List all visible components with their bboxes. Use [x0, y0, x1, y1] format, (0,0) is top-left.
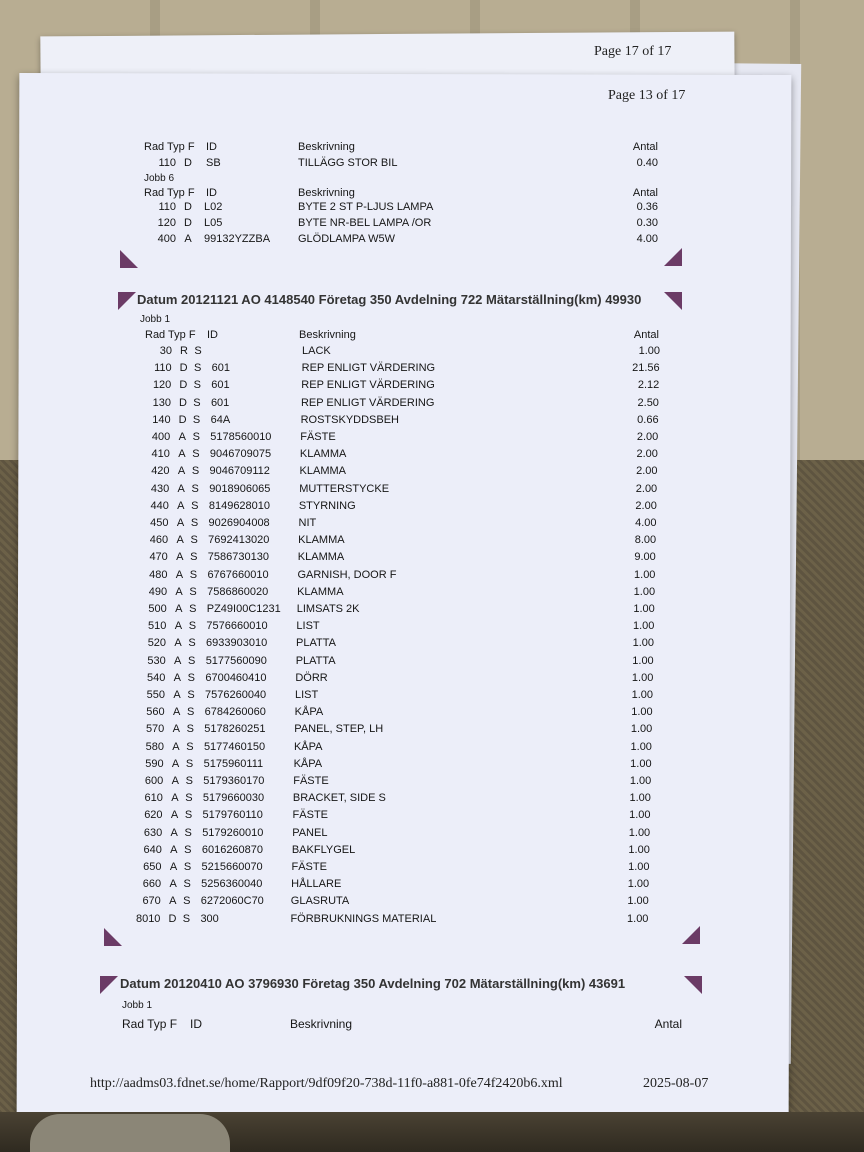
cell-antal: 1.00	[628, 843, 650, 856]
cell-f: S	[191, 499, 199, 512]
cell-f: S	[191, 465, 200, 478]
cell-beskrivning: LIST	[295, 689, 319, 701]
cell-f: S	[189, 585, 197, 598]
table-row	[149, 499, 729, 513]
cell-antal: 1.00	[629, 792, 651, 805]
cell-id: 7576660010	[206, 620, 268, 633]
cell-beskrivning: ROSTSKYDDSBEH	[300, 413, 400, 426]
cell-antal: 0.36	[636, 201, 658, 213]
cell-f: S	[184, 843, 192, 856]
cell-antal: 1.00	[629, 809, 651, 822]
cell-id: 7692413020	[208, 534, 270, 547]
cell-f: S	[183, 861, 192, 873]
cell-id: 9046709075	[209, 448, 272, 461]
cell-rad: 410	[151, 448, 170, 461]
cell-rad: 440	[150, 499, 169, 512]
cell-antal: 1.00	[631, 671, 654, 684]
cell-beskrivning: GLÖDLAMPA W5W	[298, 233, 395, 245]
cell-rad: 600	[144, 775, 164, 787]
cell-rad: 550	[146, 689, 165, 701]
cell-antal: 0.30	[636, 217, 658, 229]
cell-antal: 1.00	[629, 775, 652, 787]
cell-rad: 120	[157, 217, 176, 229]
cell-antal: 1.00	[630, 723, 653, 736]
cell-rad: 420	[151, 465, 170, 478]
cell-typ: D	[184, 157, 192, 169]
front-page-number: Page 13 of 17	[608, 88, 686, 103]
cell-rad: 570	[145, 723, 165, 736]
jobb-label: Jobb 1	[140, 314, 171, 325]
cell-beskrivning: NIT	[298, 517, 317, 529]
cell-id: 6767660010	[207, 568, 269, 581]
cell-antal: 1.00	[627, 878, 650, 891]
header-antal: Antal	[633, 329, 659, 341]
cell-antal: 0.40	[636, 157, 658, 169]
table-row	[145, 705, 725, 719]
table-row	[143, 774, 723, 788]
cell-antal: 2.00	[636, 431, 659, 443]
cell-rad: 400	[151, 431, 171, 443]
cell-rad: 8010	[135, 912, 161, 925]
table-row	[149, 482, 729, 496]
table-row	[151, 413, 731, 427]
cell-antal: 1.00	[634, 568, 656, 581]
cell-beskrivning: FÄSTE	[300, 431, 336, 443]
cell-beskrivning: KLAMMA	[299, 465, 347, 478]
cell-beskrivning: GLASRUTA	[290, 895, 350, 908]
cell-f: S	[183, 878, 191, 891]
header-rad-typ-f: Rad Typ F	[144, 187, 195, 199]
cell-id: 6016260870	[201, 843, 264, 856]
cell-id: 7576260040	[205, 689, 267, 701]
cell-antal: 1.00	[638, 345, 660, 357]
cell-antal: 1.00	[632, 654, 654, 667]
cell-beskrivning: STYRNING	[298, 499, 356, 512]
cell-id: 8149628010	[208, 499, 271, 512]
table-row	[152, 344, 732, 358]
cell-antal: 0.66	[637, 413, 659, 426]
header-id: ID	[207, 329, 218, 341]
cell-beskrivning: KLAMMA	[298, 534, 345, 547]
cell-f: S	[191, 482, 199, 495]
cell-rad: 610	[144, 792, 163, 805]
footer-date: 2025-08-07	[643, 1076, 709, 1091]
cell-antal: 8.00	[634, 534, 657, 547]
cell-beskrivning: PLATTA	[295, 654, 336, 667]
cell-typ: A	[170, 826, 178, 839]
cell-beskrivning: KÅPA	[293, 740, 323, 753]
cell-antal: 1.00	[633, 603, 655, 615]
cell-id: 6933903010	[206, 637, 268, 650]
cell-beskrivning: LIMSATS 2K	[296, 603, 360, 615]
table-header-row	[145, 328, 705, 342]
cell-beskrivning: KÅPA	[293, 757, 323, 770]
table-header-row	[144, 186, 704, 200]
cell-antal: 2.00	[635, 482, 658, 495]
cell-rad: 640	[143, 843, 162, 856]
header-antal: Antal	[654, 1017, 682, 1031]
cell-beskrivning: MUTTERSTYCKE	[299, 482, 390, 495]
cell-beskrivning: BYTE 2 ST P-LJUS LAMPA	[298, 201, 434, 213]
cell-beskrivning: FÄSTE	[293, 775, 329, 787]
table-row	[143, 791, 723, 805]
cell-typ: A	[169, 861, 178, 873]
cell-typ: D	[184, 217, 192, 229]
cell-id: 99132YZZBA	[204, 233, 271, 245]
cell-antal: 1.00	[633, 585, 656, 598]
table-row	[148, 550, 728, 564]
cell-typ: A	[169, 878, 177, 891]
cell-antal: 2.50	[637, 396, 659, 409]
table-row	[146, 619, 726, 633]
cell-rad: 660	[142, 878, 162, 891]
cell-f: S	[184, 826, 192, 839]
cell-f: S	[192, 431, 200, 443]
cell-antal: 1.00	[628, 826, 651, 839]
shoe-tip	[30, 1114, 230, 1152]
cell-id: 5179760110	[202, 809, 263, 822]
cell-typ: A	[176, 534, 184, 547]
cell-beskrivning: KLAMMA	[297, 551, 345, 564]
cell-beskrivning: REP ENLIGT VÄRDERING	[300, 396, 435, 409]
table-row	[156, 216, 736, 230]
cell-beskrivning: HÅLLARE	[291, 878, 342, 891]
cell-beskrivning: KLAMMA	[299, 448, 347, 461]
cell-typ: A	[177, 465, 186, 478]
cell-id: 5178260251	[204, 723, 266, 736]
table-row	[143, 808, 723, 822]
cell-f: S	[188, 637, 196, 650]
cell-beskrivning: PANEL	[292, 826, 328, 839]
cell-typ: A	[172, 723, 180, 736]
table-row	[145, 688, 725, 702]
cell-id: 601	[210, 396, 230, 409]
cell-id: 5179260010	[202, 826, 264, 839]
cell-typ: A	[172, 740, 180, 753]
cell-f: S	[189, 568, 198, 581]
cell-id: PZ49I00C1231	[206, 603, 281, 615]
cell-typ: A	[178, 448, 186, 461]
cell-id: 6272060C70	[200, 895, 264, 908]
section-datum-heading: Datum 20121121 AO 4148540 Företag 350 Avdelning 722 Mätarställning(km) 49930	[137, 292, 642, 307]
table-row	[147, 602, 727, 616]
cell-rad: 450	[150, 517, 169, 529]
cell-id: SB	[206, 157, 221, 169]
table-row	[145, 671, 725, 685]
cell-beskrivning: GARNISH, DOOR F	[297, 568, 397, 581]
table-row	[156, 232, 736, 246]
header-beskrivning: Beskrivning	[298, 187, 355, 199]
header-beskrivning: Beskrivning	[290, 1017, 353, 1031]
table-row	[142, 826, 722, 840]
cell-rad: 140	[152, 413, 171, 426]
cell-typ: A	[171, 757, 180, 770]
cell-typ: A	[173, 689, 181, 701]
cell-antal: 1.00	[628, 861, 650, 873]
cell-f: S	[187, 689, 195, 701]
cell-rad: 110	[158, 157, 176, 169]
cell-id: L02	[204, 201, 223, 213]
cell-beskrivning: BAKFLYGEL	[291, 843, 356, 856]
cell-rad: 520	[147, 637, 167, 650]
cell-rad: 560	[146, 706, 165, 719]
cell-id: 5215660070	[201, 861, 263, 873]
cell-f: S	[190, 551, 198, 564]
cell-antal: 21.56	[632, 362, 660, 375]
cell-antal: 1.00	[630, 757, 652, 770]
cell-typ: A	[184, 233, 192, 245]
back-page-number: Page 17 of 17	[594, 44, 672, 59]
cell-id: 9018906065	[209, 482, 271, 495]
cell-antal: 4.00	[636, 233, 658, 245]
cell-id: 5179660030	[202, 792, 265, 805]
cell-rad: 500	[148, 603, 167, 615]
table-row	[150, 464, 730, 478]
corner-mark-icon	[118, 292, 136, 310]
cell-f: S	[184, 809, 193, 822]
cell-id: 5177560090	[205, 654, 267, 667]
cell-id: 64A	[210, 413, 231, 426]
cell-rad: 130	[152, 396, 171, 409]
cell-rad: 490	[148, 585, 168, 598]
cell-f: S	[187, 671, 196, 684]
cell-typ: A	[174, 620, 183, 633]
cell-typ: D	[178, 396, 187, 409]
table-row	[149, 516, 729, 530]
cell-id: 5178560010	[210, 431, 272, 443]
cell-beskrivning: PANEL, STEP, LH	[294, 723, 384, 736]
table-row	[146, 654, 726, 668]
cell-id: 6700460410	[205, 671, 267, 684]
cell-typ: A	[177, 499, 185, 512]
corner-mark-icon	[100, 976, 118, 994]
header-id: ID	[206, 187, 217, 199]
cell-typ: A	[176, 551, 184, 564]
section-datum-heading: Datum 20120410 AO 3796930 Företag 350 Avdelning 702 Mätarställning(km) 43691	[120, 976, 626, 991]
cell-f: S	[188, 620, 197, 633]
cell-rad: 480	[149, 568, 168, 581]
cell-rad: 530	[147, 654, 166, 667]
cell-antal: 1.00	[630, 740, 652, 753]
cell-f: S	[192, 448, 200, 461]
cell-typ: A	[174, 637, 182, 650]
cell-antal: 9.00	[634, 551, 656, 564]
cell-id: 6784260060	[204, 706, 266, 719]
cell-f: S	[190, 517, 199, 529]
footer-url: http://aadms03.fdnet.se/home/Rapport/9df09f20-738d-11f0-a881-0fe74f2420b6.xml	[90, 1076, 563, 1091]
table-row	[151, 378, 731, 392]
cell-typ: A	[171, 775, 179, 787]
cell-rad: 120	[152, 379, 172, 392]
cell-f: S	[190, 534, 198, 547]
cell-f: S	[185, 775, 193, 787]
corner-mark-icon	[682, 926, 700, 944]
cell-rad: 400	[157, 233, 176, 245]
cell-beskrivning: FÖRBRUKNINGS MATERIAL	[290, 912, 437, 925]
cell-f: S	[189, 603, 197, 615]
cell-typ: D	[168, 912, 177, 925]
header-rad-typ-f: Rad Typ F	[145, 329, 196, 341]
cell-rad: 580	[145, 740, 164, 753]
table-row	[144, 722, 724, 736]
corner-mark-icon	[684, 976, 702, 994]
header-id: ID	[190, 1017, 202, 1031]
table-row	[150, 447, 730, 461]
cell-antal: 4.00	[635, 517, 657, 529]
table-row	[146, 636, 726, 650]
cell-beskrivning: LACK	[302, 345, 331, 357]
cell-f: S	[185, 792, 193, 805]
cell-typ: A	[174, 654, 182, 667]
cell-id: L05	[204, 217, 223, 229]
cell-beskrivning: BYTE NR-BEL LAMPA /OR	[298, 217, 432, 229]
cell-id: 5256360040	[201, 878, 263, 891]
cell-rad: 110	[158, 201, 176, 213]
cell-f: S	[193, 379, 201, 392]
cell-f: S	[186, 740, 194, 753]
cell-id: 5175960111	[203, 757, 264, 770]
cell-rad: 650	[143, 861, 162, 873]
cell-id: 601	[211, 379, 230, 392]
cell-rad: 430	[150, 482, 170, 495]
header-id: ID	[206, 141, 217, 153]
table-row	[135, 912, 720, 926]
cell-beskrivning: TILLÄGG STOR BIL	[298, 157, 398, 169]
cell-typ: R	[180, 345, 188, 357]
cell-id: 5177460150	[203, 740, 266, 753]
table-row	[141, 877, 721, 891]
header-beskrivning: Beskrivning	[299, 329, 356, 341]
cell-typ: D	[179, 362, 188, 375]
table-row	[156, 156, 736, 170]
cell-rad: 470	[149, 551, 168, 564]
cell-beskrivning: LIST	[296, 620, 320, 633]
cell-id: 601	[211, 362, 230, 375]
cell-antal: 1.00	[627, 912, 649, 925]
table-header-row	[144, 140, 704, 154]
cell-rad: 30	[159, 345, 172, 357]
cell-typ: A	[173, 671, 182, 684]
cell-beskrivning: BRACKET, SIDE S	[292, 792, 386, 805]
header-antal: Antal	[632, 141, 658, 153]
cell-antal: 2.12	[637, 379, 660, 392]
header-rad-typ-f: Rad Typ F	[122, 1017, 178, 1031]
cell-antal: 1.00	[631, 689, 653, 701]
table-header-row	[122, 1017, 702, 1031]
cell-typ: A	[176, 517, 185, 529]
cell-f: S	[182, 912, 191, 925]
cell-f: S	[186, 706, 195, 719]
table-row	[151, 396, 731, 410]
cell-typ: A	[172, 706, 181, 719]
cell-beskrivning: KÅPA	[294, 706, 324, 719]
cell-rad: 510	[148, 620, 167, 633]
cell-f: S	[188, 654, 196, 667]
cell-beskrivning: FÄSTE	[291, 861, 327, 873]
cell-beskrivning: PLATTA	[296, 637, 336, 650]
cell-antal: 1.00	[631, 706, 653, 719]
cell-rad: 540	[146, 671, 166, 684]
table-row	[150, 430, 730, 444]
cell-beskrivning: KLAMMA	[297, 585, 344, 598]
cell-typ: D	[179, 379, 188, 392]
cell-id: 9046709112	[209, 465, 270, 478]
cell-rad: 620	[144, 809, 163, 822]
table-row	[144, 757, 724, 771]
jobb-label: Jobb 6	[144, 173, 175, 184]
table-row	[147, 585, 727, 599]
cell-typ: D	[178, 413, 187, 426]
cell-f: S	[194, 345, 202, 357]
cell-rad: 110	[154, 362, 172, 375]
cell-f: S	[193, 362, 202, 375]
corner-mark-icon	[664, 292, 682, 310]
cell-id: 9026904008	[208, 517, 270, 529]
header-beskrivning: Beskrivning	[298, 141, 355, 153]
header-rad-typ-f: Rad Typ F	[144, 141, 195, 153]
table-row	[156, 200, 736, 214]
table-row	[142, 860, 722, 874]
cell-typ: A	[175, 568, 184, 581]
cell-id: 7586730130	[207, 551, 269, 564]
table-row	[144, 740, 724, 754]
cell-typ: A	[170, 843, 178, 856]
cell-antal: 1.00	[632, 620, 655, 633]
cell-typ: A	[175, 603, 183, 615]
cell-typ: A	[171, 792, 179, 805]
cell-typ: A	[178, 431, 186, 443]
table-row	[152, 361, 732, 375]
cell-id: 7586860020	[207, 585, 269, 598]
cell-rad: 670	[142, 895, 161, 908]
cell-rad: 590	[145, 757, 164, 770]
cell-beskrivning: REP ENLIGT VÄRDERING	[301, 362, 436, 375]
cell-antal: 2.00	[636, 465, 658, 478]
cell-f: S	[192, 413, 201, 426]
cell-f: S	[193, 396, 201, 409]
corner-mark-icon	[664, 248, 682, 266]
cell-f: S	[183, 895, 191, 908]
table-row	[142, 843, 722, 857]
table-row	[147, 568, 727, 582]
cell-typ: A	[170, 809, 179, 822]
cell-f: S	[186, 723, 194, 736]
table-row	[148, 533, 728, 547]
cell-id: 300	[200, 912, 219, 925]
corner-mark-icon	[104, 928, 122, 946]
cell-antal: 1.00	[632, 637, 655, 650]
cell-typ: A	[177, 482, 185, 495]
header-antal: Antal	[632, 187, 658, 199]
cell-rad: 460	[149, 534, 169, 547]
table-row	[141, 894, 721, 908]
cell-beskrivning: FÄSTE	[292, 809, 328, 822]
cell-antal: 1.00	[627, 895, 649, 908]
cell-antal: 2.00	[635, 499, 657, 512]
jobb-label: Jobb 1	[122, 1000, 153, 1011]
cell-antal: 2.00	[636, 448, 658, 461]
cell-typ: A	[175, 585, 183, 598]
corner-mark-icon	[120, 250, 138, 268]
cell-typ: D	[184, 201, 192, 213]
cell-rad: 630	[143, 826, 163, 839]
cell-f: S	[185, 757, 194, 770]
cell-typ: A	[169, 895, 177, 908]
cell-beskrivning: REP ENLIGT VÄRDERING	[301, 379, 435, 392]
cell-beskrivning: DÖRR	[295, 671, 328, 684]
cell-id: 5179360170	[203, 775, 265, 787]
